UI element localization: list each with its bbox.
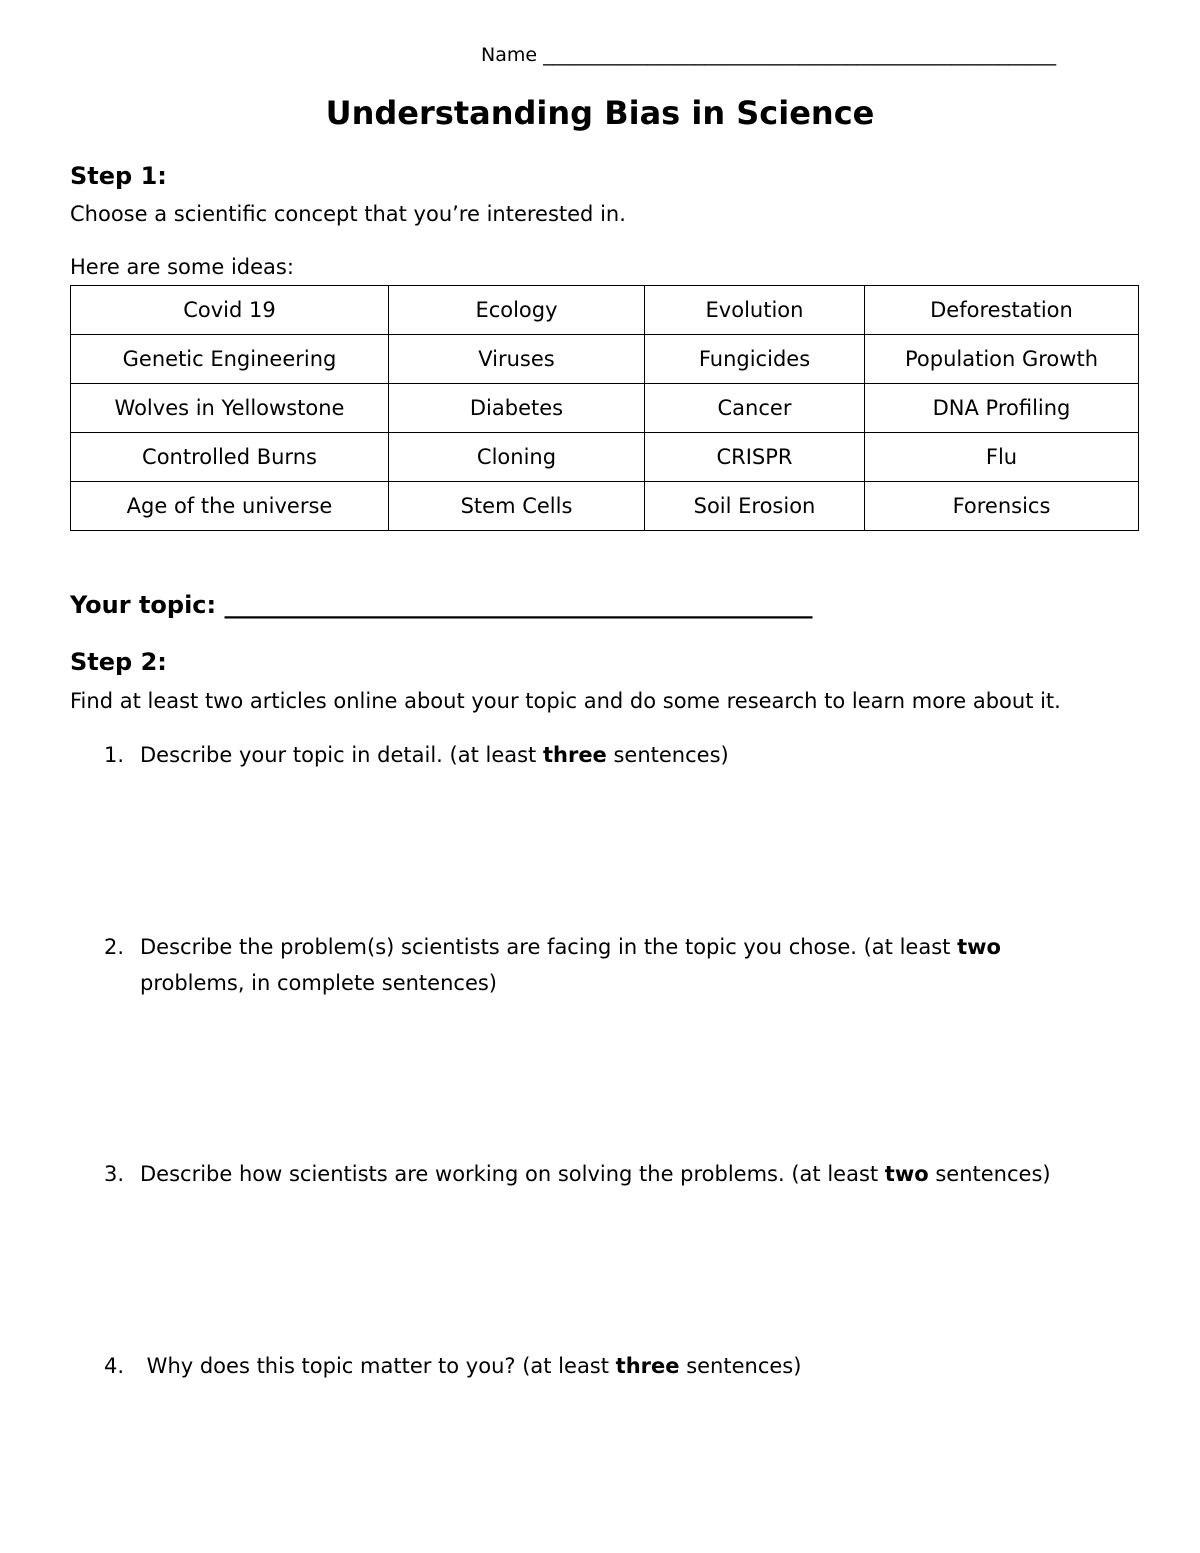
table-row bbox=[71, 433, 1139, 482]
table-cell: Age of the universe bbox=[71, 482, 389, 531]
question-emphasis: two bbox=[884, 1162, 929, 1186]
question-text: Describe how scientists are working on solving the problems. (at least bbox=[140, 1162, 885, 1186]
table-cell: Ecology bbox=[389, 286, 645, 335]
table-cell: Viruses bbox=[389, 335, 645, 384]
question-4 bbox=[104, 1348, 801, 1384]
table-cell: DNA Profiling bbox=[865, 384, 1139, 433]
question-text: Describe your topic in detail. (at least bbox=[140, 743, 543, 767]
table-cell: Stem Cells bbox=[389, 482, 645, 531]
table-cell: Wolves in Yellowstone bbox=[71, 384, 389, 433]
question-text: Describe the problem(s) scientists are facing in the topic you chose. (at least bbox=[140, 935, 958, 959]
table-cell: Flu bbox=[865, 433, 1139, 482]
question-number: 1. bbox=[104, 743, 125, 767]
step-2-heading: Step 2: bbox=[70, 648, 167, 676]
question-3 bbox=[104, 1156, 1051, 1192]
table-cell: Covid 19 bbox=[71, 286, 389, 335]
table-cell: Genetic Engineering bbox=[71, 335, 389, 384]
table-row bbox=[71, 286, 1139, 335]
table-cell: Controlled Burns bbox=[71, 433, 389, 482]
table-cell: Soil Erosion bbox=[645, 482, 865, 531]
table-cell: Forensics bbox=[865, 482, 1139, 531]
table-cell: Cloning bbox=[389, 433, 645, 482]
table-cell: CRISPR bbox=[645, 433, 865, 482]
step-1-heading: Step 1: bbox=[70, 162, 167, 190]
question-text: Why does this topic matter to you? (at least bbox=[140, 1354, 616, 1378]
question-2 bbox=[104, 929, 1001, 1001]
name-label: Name bbox=[481, 44, 538, 66]
question-number: 2. bbox=[104, 935, 125, 959]
table-cell: Diabetes bbox=[389, 384, 645, 433]
question-emphasis: three bbox=[542, 743, 607, 767]
question-emphasis: two bbox=[957, 935, 1001, 959]
question-text-end: sentences) bbox=[928, 1162, 1051, 1186]
question-text-end: sentences) bbox=[679, 1354, 802, 1378]
page-title: Understanding Bias in Science bbox=[325, 94, 875, 132]
table-cell: Deforestation bbox=[865, 286, 1139, 335]
question-text-continued: problems, in complete sentences) bbox=[140, 971, 497, 995]
your-topic-blank-line[interactable]: _________________________________________________ bbox=[224, 591, 813, 619]
name-blank-line[interactable]: ______________________________________________________ bbox=[543, 44, 1057, 66]
question-emphasis: three bbox=[615, 1354, 680, 1378]
ideas-label: Here are some ideas: bbox=[70, 255, 294, 279]
question-1 bbox=[104, 737, 729, 773]
table-cell: Fungicides bbox=[645, 335, 865, 384]
table-cell: Cancer bbox=[645, 384, 865, 433]
name-field[interactable] bbox=[481, 44, 1056, 66]
question-number: 3. bbox=[104, 1162, 125, 1186]
step-1-instruction: Choose a scientific concept that you’re interested in. bbox=[70, 202, 626, 226]
table-row bbox=[71, 482, 1139, 531]
table-cell: Population Growth bbox=[865, 335, 1139, 384]
table-row bbox=[71, 335, 1139, 384]
your-topic-field[interactable] bbox=[70, 591, 813, 619]
your-topic-label: Your topic: bbox=[70, 591, 217, 619]
step-2-instruction: Find at least two articles online about your topic and do some research to learn more about it. bbox=[70, 689, 1061, 713]
ideas-table bbox=[70, 285, 1139, 531]
table-row bbox=[71, 384, 1139, 433]
table-cell: Evolution bbox=[645, 286, 865, 335]
question-number: 4. bbox=[104, 1354, 125, 1378]
question-text-end: sentences) bbox=[606, 743, 729, 767]
